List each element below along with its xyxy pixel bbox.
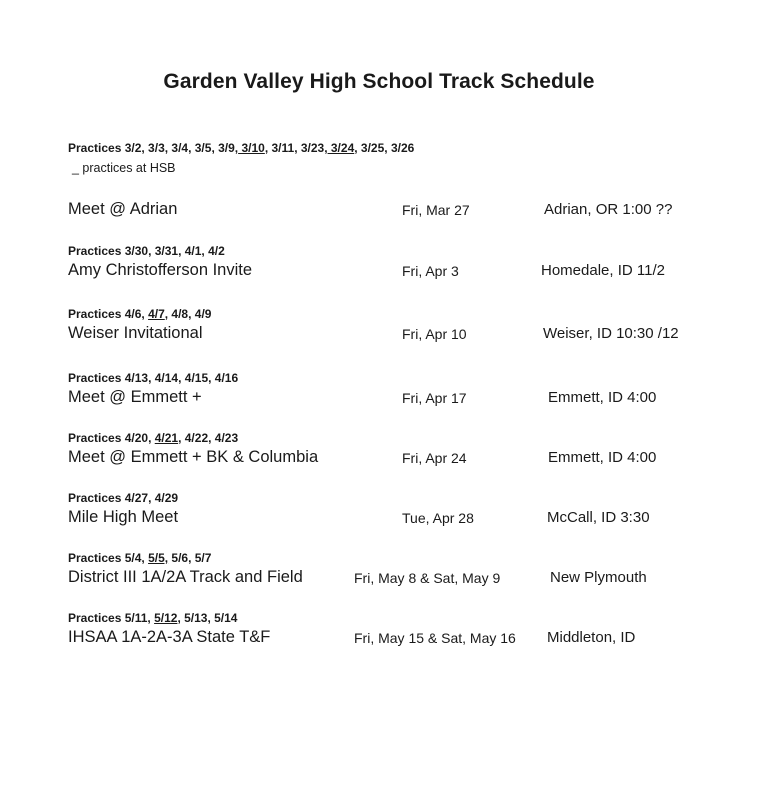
meet-event: District III 1A/2A Track and Field <box>68 568 303 586</box>
meet-practices: Practices 4/20, 4/21, 4/22, 4/23 <box>68 431 239 445</box>
meet-event: Mile High Meet <box>68 508 179 526</box>
meet-event: Meet @ Emmett + BK & Columbia <box>68 448 319 466</box>
meet-date: Fri, Apr 3 <box>402 263 459 279</box>
intro-practices: Practices 3/2, 3/3, 3/4, 3/5, 3/9, 3/10, 3/11, 3/23, 3/24, 3/25, 3/26 <box>68 141 415 155</box>
meet-date: Fri, Apr 17 <box>402 390 467 406</box>
meet-practices: Practices 4/27, 4/29 <box>68 491 179 505</box>
meet-practices: Practices 4/13, 4/14, 4/15, 4/16 <box>68 371 239 385</box>
meet-row <box>0 491 758 541</box>
meet-location: McCall, ID 3:30 <box>547 509 650 526</box>
meet-row <box>0 244 758 294</box>
meet-location: Middleton, ID <box>547 629 636 646</box>
meet-location: New Plymouth <box>550 569 647 586</box>
page-title: Garden Valley High School Track Schedule <box>163 70 595 93</box>
meet-location: Weiser, ID 10:30 /12 <box>543 325 679 342</box>
meet-row <box>0 431 758 481</box>
meet-location: Homedale, ID 11/2 <box>541 262 665 279</box>
meet-event: Meet @ Emmett + <box>68 388 202 406</box>
meet-practices: Practices 4/6, 4/7, 4/8, 4/9 <box>68 307 212 321</box>
meet-date: Fri, Mar 27 <box>402 202 470 218</box>
meet-row <box>0 611 758 661</box>
meet-practices: Practices 5/4, 5/5, 5/6, 5/7 <box>68 551 212 565</box>
meet-location: Emmett, ID 4:00 <box>548 389 657 406</box>
meet-date: Fri, Apr 24 <box>402 450 467 466</box>
meet-event: Weiser Invitational <box>68 324 203 342</box>
meet-date: Fri, May 15 & Sat, May 16 <box>354 630 516 646</box>
meet-event: Amy Christofferson Invite <box>68 261 253 279</box>
meet-date: Tue, Apr 28 <box>402 510 474 526</box>
meet-location: Adrian, OR 1:00 ?? <box>544 201 673 218</box>
meet-practices: Practices 3/30, 3/31, 4/1, 4/2 <box>68 244 225 258</box>
meet-row <box>0 200 758 250</box>
meet-event: Meet @ Adrian <box>68 200 178 218</box>
meet-row <box>0 307 758 357</box>
meet-date: Fri, May 8 & Sat, May 9 <box>354 570 501 586</box>
meet-date: Fri, Apr 10 <box>402 326 467 342</box>
meet-event: IHSAA 1A-2A-3A State T&F <box>68 628 271 646</box>
meet-row <box>0 551 758 601</box>
meet-location: Emmett, ID 4:00 <box>548 449 657 466</box>
meet-row <box>0 371 758 421</box>
practice-location-note: _ practices at HSB <box>72 161 176 175</box>
meet-practices: Practices 5/11, 5/12, 5/13, 5/14 <box>68 611 238 625</box>
